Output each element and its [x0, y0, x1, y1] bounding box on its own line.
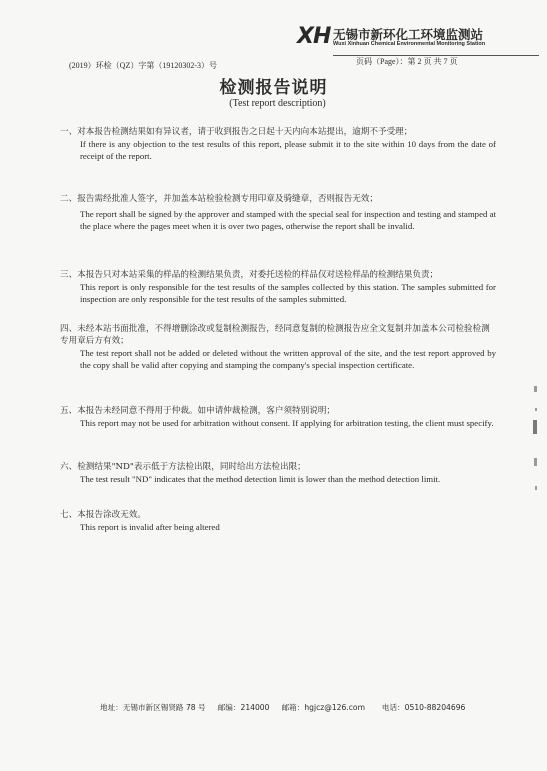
note-item-cn: 七、本报告涂改无效。: [60, 510, 146, 520]
footer-phone: 电话：0510-88204696: [381, 703, 466, 712]
note-item-cn: 三、本报告只对本站采集的样品的检测结果负责，对委托送检的样品仅对送检样品的检测结果负责；: [60, 270, 439, 280]
footer-postcode: 邮编：214000: [217, 703, 270, 712]
note-item-4: [60, 323, 496, 372]
note-item-3: [60, 269, 496, 306]
note-item-cn: 六、检测结果"ND"表示低于方法检出限，同时给出方法检出限；: [60, 462, 306, 472]
edge-mark: [534, 458, 537, 466]
note-item-cn: 四、未经本站书面批准，不得增删涂改或复制检测报告，经同意复制的检测报告应全文复制并加盖本公司检验检测专用章后方有效；: [60, 324, 490, 346]
note-item-en: The test result "ND" indicates that the method detection limit is lower than the method detection limit.: [80, 474, 441, 484]
note-item-cn: 五、本报告未经同意不得用于仲裁。如申请仲裁检测，客户须特别说明；: [60, 406, 336, 416]
note-item-cn: 二、报告需经批准人签字，并加盖本站检验检测专用印章及骑缝章，否则报告无效；: [60, 194, 378, 204]
footer-contact: [100, 702, 465, 713]
note-item-en: The test report shall not be added or deleted without the written approval of the site, and the test report approved by the copy shall be valid after copying and stamping the company's special inspection certificate.: [80, 348, 496, 371]
edge-mark: [535, 408, 537, 411]
report-number: (2019）环检（QZ）字第（19120302-3）号: [69, 61, 217, 70]
note-item-cn: 一、对本报告检测结果如有异议者，请于收到报告之日起十天内向本站提出，逾期不予受理；: [60, 127, 413, 137]
edge-mark: [535, 486, 537, 490]
page-title-en: (Test report description): [229, 98, 326, 109]
note-item-6: [60, 461, 496, 485]
edge-mark: [534, 386, 537, 392]
note-item-7: [60, 509, 496, 533]
footer-email: 邮箱：hgjcz@126.com: [281, 703, 365, 712]
org-name-en: Wuxi Xinhuan Chemical Environmental Monitoring Station: [333, 41, 486, 47]
note-item-en: If there is any objection to the test results of this report, please submit it to the site within 10 days from the date of receipt of the report.: [80, 139, 496, 162]
org-name-cn: 无锡市新环化工环境监测站: [333, 27, 484, 42]
page-number: 页码（Page）：第 2 页 共 7 页: [356, 57, 458, 66]
note-item-5: [60, 405, 496, 429]
note-item-2: [60, 193, 496, 233]
footer-address: 地址：无锡市新区锡贤路 78 号: [100, 703, 206, 712]
note-item-en: This report is invalid after being altered: [80, 522, 220, 532]
org-logo: [297, 24, 542, 56]
note-item-en: This report may not be used for arbitration without consent. If applying for arbitration testing, the client must specify.: [80, 418, 494, 428]
edge-mark: [533, 420, 537, 434]
logo-mark: XH: [297, 24, 331, 49]
note-item-en: The report shall be signed by the approver and stamped with the special seal for inspection and testing and stamped at the place where the pages meet when it is over two pages, otherwise the report shall be invalid.: [80, 209, 496, 232]
page-title-cn: 检测报告说明: [219, 78, 328, 98]
note-item-1: [60, 126, 496, 163]
note-item-en: This report is only responsible for the test results of the samples collected by this station. The samples submitted for inspection are only responsible for the test results of the samples submitted.: [80, 282, 496, 305]
